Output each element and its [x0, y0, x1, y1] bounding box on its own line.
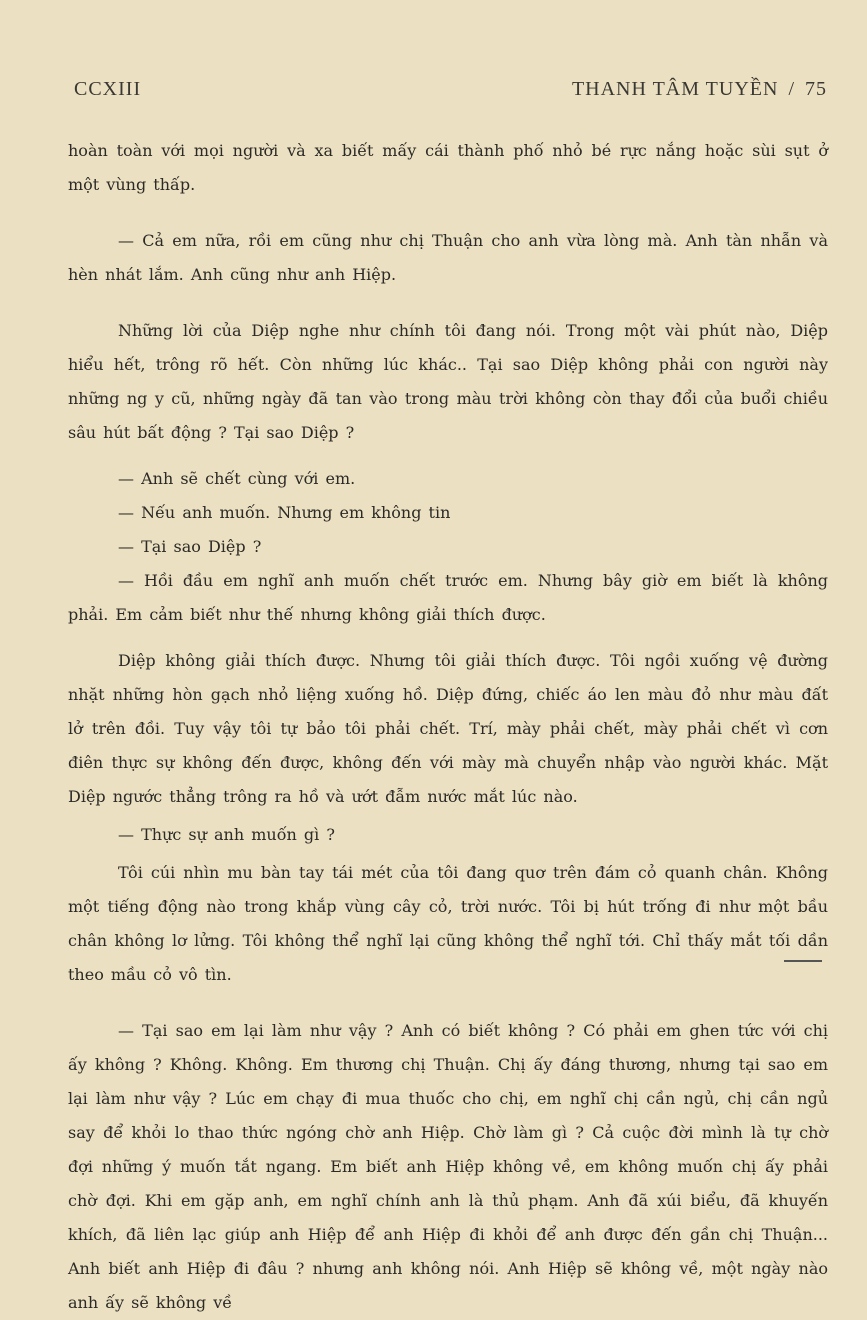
paragraph: — Anh sẽ chết cùng với em. [118, 469, 356, 488]
paragraph: Diệp không giải thích được. Nhưng tôi giải thích được. Tôi ngồi xuống vệ đường nhặt những hòn gạch nhỏ liệng xuống hồ. Diệp đứng, chiếc áo len màu đỏ như màu đất lở trên đồi. Tuy vậy tôi tự bảo tôi phải chết. Trí, mày phải chết, mày phải chết vì cơn điên thực sự không đến được, không đến với mày mà chuyển nhập vào người khác. Mặt Diệp ngước thẳng trông ra hồ và ướt đẫm nước mắt lúc nào. [68, 651, 828, 806]
page-number: 75 [805, 78, 827, 100]
chapter-number: CCXIII [74, 78, 142, 100]
paragraph: — Tại sao em lại làm như vậy ? Anh có biết không ? Có phải em ghen tức với chị ấy không ? Không. Không. Em thương chị Thuận. Chị ấy đáng thương, nhưng tại sao em lại làm như vậy ? Lúc em chạy đi mua thuốc cho chị, em nghĩ chị cần ngủ, chị cần ngủ say để khỏi lo thao thức ngóng chờ anh Hiệp. Chờ làm gì ? Cả cuộc đời mình là tự chờ đợi những ý muốn tắt ngang. Em biết anh Hiệp không về, em không muốn chị ấy phải chờ đợi. Khi em gặp anh, em nghĩ chính anh là thủ phạm. Anh đã xúi biểu, đã khuyến khích, đã liên lạc giúp anh Hiệp để anh Hiệp đi khỏi để anh được đến gần chị Thuận... Anh biết anh Hiệp đi đâu ? nhưng anh không nói. Anh Hiệp sẽ không về, một ngày nào anh ấy sẽ không về [68, 1021, 828, 1312]
paragraph: — Hồi đầu em nghĩ anh muốn chết trước em. Nhưng bây giờ em biết là không phải. Em cảm biết như thế nhưng không giải thích được. [68, 571, 828, 624]
paragraph: — Cả em nữa, rồi em cũng như chị Thuận cho anh vừa lòng mà. Anh tàn nhẫn và hèn nhát lắm. Anh cũng như anh Hiệp. [68, 231, 828, 284]
paragraph: hoàn toàn với mọi người và xa biết mấy cái thành phố nhỏ bé rực nắng hoặc sùi sụt ở một vùng thấp. [68, 141, 828, 194]
paragraph: — Tại sao Diệp ? [118, 537, 262, 556]
section-rule [784, 960, 822, 962]
running-head [572, 78, 827, 101]
paragraph: — Nếu anh muốn. Nhưng em không tin [118, 503, 451, 522]
body-text [68, 134, 828, 1320]
author-name: THANH TÂM TUYỀN [571, 78, 779, 100]
header-separator: / [788, 78, 795, 100]
paragraph: Tôi cúi nhìn mu bàn tay tái mét của tôi đang quơ trên đám cỏ quanh chân. Không một tiếng động nào trong khắp vùng cây cỏ, trời nước. Tôi bị hút trống đi như một bầu chân không lơ lửng. Tôi không thể nghĩ lại cũng không thể nghĩ tới. Chỉ thấy mắt tối dần theo mầu cỏ vô tìn. [68, 863, 828, 984]
paragraph: — Thực sự anh muốn gì ? [118, 825, 335, 844]
paragraph: Những lời của Diệp nghe như chính tôi đang nói. Trong một vài phút nào, Diệp hiểu hết, trông rõ hết. Còn những lúc khác.. Tại sao Diệp không phải con người này những ng y cũ, những ngày đã tan vào trong màu trời không còn thay đổi của buổi chiều sâu hút bất động ? Tại sao Diệp ? [68, 321, 828, 442]
page-header [74, 78, 827, 106]
